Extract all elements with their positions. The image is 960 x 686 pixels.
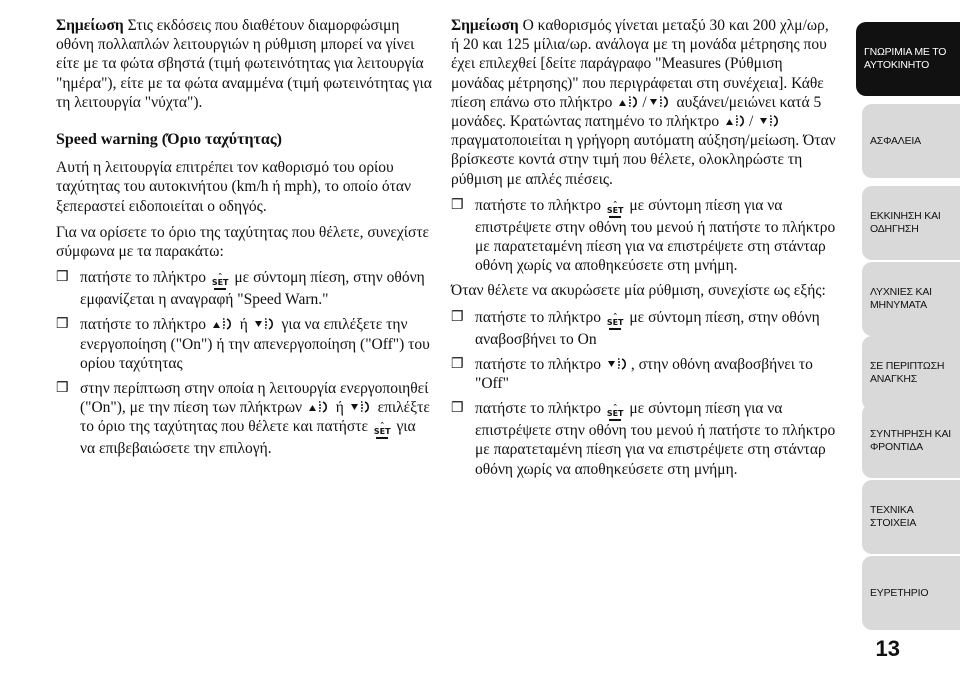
tab-chapter-6[interactable]: ΣΥΝΤΗΡΗΣΗ ΚΑΙ ΦΡΟΝΤΙΔΑ — [862, 404, 960, 478]
tab-chapter-7[interactable]: ΤΕΧΝΙΚΑ ΣΤΟΙΧΕΙΑ — [862, 480, 960, 554]
tab-chapter-1[interactable]: ΓΝΩΡΙΜΙΑ ΜΕ ΤΟ ΑΥΤΟΚΙΝΗΤΟ — [856, 22, 960, 96]
list-item: ❒ πατήστε το πλήκτρο ή για να επιλέξετε την ενεργοποίηση ("On") ή την απενεργοποίηση ("Off") του ορίου ταχύτητας — [56, 316, 430, 372]
note-label: Σημείωση — [451, 17, 519, 34]
list-item: ❒ στην περίπτωση στην οποία η λειτουργία ενεργοποιηθεί ("On"), με την πίεση των πλήκτρων ή επιλέξτε το όριο της ταχύτητας που θέλετε και πατήστε ⌃ SET για να επιβεβαιώσετε την επιλογή. — [56, 380, 430, 458]
page-number: 13 — [875, 636, 900, 661]
up-arrow-key-icon — [308, 400, 330, 414]
left-column — [56, 16, 432, 465]
set-key-icon: ⌃ SET — [607, 404, 624, 421]
tab-chapter-4[interactable]: ΛΥΧΝΙΕΣ ΚΑΙ ΜΗΝΥΜΑΤΑ — [862, 262, 960, 336]
checkbox-bullet-icon: ❒ — [56, 270, 69, 286]
note-paragraph — [56, 16, 432, 112]
checkbox-bullet-icon: ❒ — [451, 309, 464, 325]
list-item: ❒ πατήστε το πλήκτρο ⌃ SET με σύντομη πίεση, στην οθόνη εμφανίζεται η αναγραφή "Speed Warn." — [56, 269, 425, 309]
down-arrow-key-icon — [607, 357, 629, 371]
down-arrow-key-icon — [254, 317, 276, 331]
section-heading: Speed warning (Όριο ταχύτητας) — [56, 131, 282, 149]
tab-chapter-8[interactable]: ΕΥΡΕΤΗΡΙΟ — [862, 556, 960, 630]
list-item: ❒ πατήστε το πλήκτρο , στην οθόνη αναβοσβήνει το "Off" — [451, 355, 813, 393]
note-label: Σημείωση — [56, 17, 124, 34]
instructions-paragraph: Για να ορίσετε το όριο της ταχύτητας που θέλετε, συνεχίστε σύμφωνα με τα παρακάτω: — [56, 223, 430, 261]
checkbox-bullet-icon: ❒ — [56, 317, 69, 333]
down-arrow-key-icon — [759, 114, 781, 128]
note-paragraph: Σημείωση Ο καθορισμός γίνεται μεταξύ 30 και 200 χλμ/ωρ, ή 20 και 125 μίλια/ωρ. ανάλογα με τη μονάδα μέτρησης που έχει επιλεχθεί [δείτε παράγραφο "Measures (Ρύθμιση μονάδας μέτρησης)" που περιγράφεται στη συνέχεια]. Κάθε πίεση επάνω στο πλήκτρο / αυξάνει/μειώνει κατά 5 μονάδες. Κρατώντας πατημένο το πλήκτρο / πραγματοποιείται η γρήγορη αυτόματη αύξηση/μείωση. Όταν βρίσκεστε κοντά στην τιμή που θέλετε, ολοκληρώστε τη ρύθμιση με απλές πιέσεις. — [451, 17, 836, 188]
checkbox-bullet-icon: ❒ — [451, 401, 464, 417]
down-arrow-key-icon — [649, 95, 671, 109]
note-text: Στις εκδόσεις που διαθέτουν διαμορφώσιμη οθόνη πολλαπλών λειτουργιών η ρύθμιση μπορεί να γίνει είτε με τα φώτα σβηστά (τιμή φωτεινότητας για λειτουργία "ημέρα"), είτε με τα φώτα αναμμένα (τιμή φωτεινότητας για τη λειτουργία "νύχτα"). — [56, 17, 432, 111]
checkbox-bullet-icon: ❒ — [451, 356, 464, 372]
set-key-icon: ⌃ SET — [607, 313, 624, 330]
right-column — [451, 16, 839, 485]
down-arrow-key-icon — [350, 400, 372, 414]
set-key-icon: ⌃ SET — [607, 201, 624, 218]
up-arrow-key-icon — [618, 95, 640, 109]
chapter-tabs — [856, 0, 960, 686]
set-key-icon: ⌃ SET — [374, 422, 391, 439]
list-item: ❒ πατήστε το πλήκτρο ⌃ SET με σύντομη πίεση, στην οθόνη αναβοσβήνει το On — [451, 308, 820, 348]
set-key-icon: ⌃ SET — [212, 273, 229, 290]
tab-chapter-3[interactable]: ΕΚΚΙΝΗΣΗ ΚΑΙ ΟΔΗΓΗΣΗ — [862, 186, 960, 260]
checkbox-bullet-icon: ❒ — [56, 381, 69, 397]
intro-paragraph: Αυτή η λειτουργία επιτρέπει τον καθορισμό του ορίου ταχύτητας του αυτοκινήτου (km/h ή mph), το οποίο όταν ξεπεραστεί ειδοποιείται ο οδηγός. — [56, 159, 411, 215]
checkbox-bullet-icon: ❒ — [451, 197, 464, 213]
list-item: ❒ πατήστε το πλήκτρο ⌃ SET με σύντομη πίεση για να επιστρέψετε στην οθόνη του μενού ή πατήστε το πλήκτρο με παρατεταμένη πίεση για να επιστρέψετε στη στάνταρ οθόνη χωρίς να αποθηκεύσετε στη μνήμη. — [451, 196, 836, 275]
cancel-paragraph: Όταν θέλετε να ακυρώσετε μία ρύθμιση, συνεχίστε ως εξής: — [451, 282, 826, 300]
list-item: ❒ πατήστε το πλήκτρο ⌃ SET με σύντομη πίεση για να επιστρέψετε στην οθόνη του μενού ή πατήστε το πλήκτρο με παρατεταμένη πίεση για να επιστρέψετε στη στάνταρ οθόνη χωρίς να αποθηκεύσετε στη μνήμη. — [451, 400, 836, 478]
up-arrow-key-icon — [212, 317, 234, 331]
tab-chapter-2[interactable]: ΑΣΦΑΛΕΙΑ — [862, 104, 960, 178]
tab-chapter-5[interactable]: ΣΕ ΠΕΡΙΠΤΩΣΗ ΑΝΑΓΚΗΣ — [862, 336, 960, 410]
up-arrow-key-icon — [725, 114, 747, 128]
